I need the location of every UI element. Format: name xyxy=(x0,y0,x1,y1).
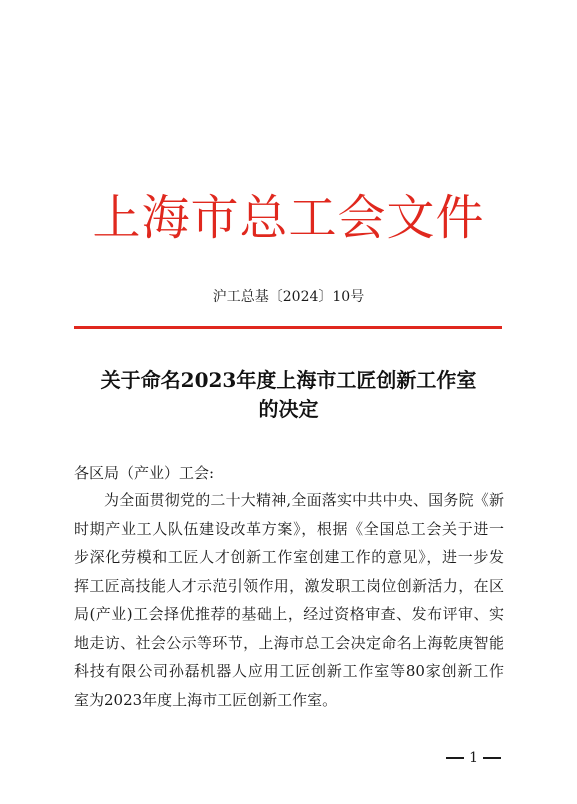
document-title-line-2: 的决定 xyxy=(258,397,319,421)
document-number: 沪工总基〔2024〕10号 xyxy=(212,289,365,305)
body-line: 地走访、社会公示等环节，上海市总工会决定命名上海乾庚智能 xyxy=(74,633,504,652)
body-line: 局(产业)工会择优推荐的基础上，经过资格审查、发布评审、实 xyxy=(74,605,504,623)
document-title xyxy=(0,366,577,424)
document-title-line-1: 关于命名2023年度上海市工匠创新工作室 xyxy=(100,368,477,392)
page-number: 1 xyxy=(469,750,478,766)
body-line: 步深化劳模和工匠人才创新工作室创建工作的意见》，进一步发 xyxy=(74,548,504,566)
dash-right xyxy=(483,757,501,759)
body-line: 挥工匠高技能人才示范引领作用，激发职工岗位创新活力，在区 xyxy=(74,576,504,595)
dash-left xyxy=(446,757,464,759)
issuer-header: 上海市总工会文件 xyxy=(92,190,485,246)
salutation: 各区局（产业）工会: xyxy=(74,464,215,482)
body-line: 为全面贯彻党的二十大精神,全面落实中共中央、国务院《新 xyxy=(104,491,504,509)
red-divider xyxy=(74,326,502,329)
page-number-footer xyxy=(446,748,501,768)
body-line: 室为2023年度上海市工匠创新工作室。 xyxy=(74,690,338,709)
body-line: 时期产业工人队伍建设改革方案》，根据《全国总工会关于进一 xyxy=(74,519,504,538)
body-paragraph xyxy=(74,486,504,714)
body-line: 科技有限公司孙磊机器人应用工匠创新工作室等80家创新工作 xyxy=(74,662,504,680)
